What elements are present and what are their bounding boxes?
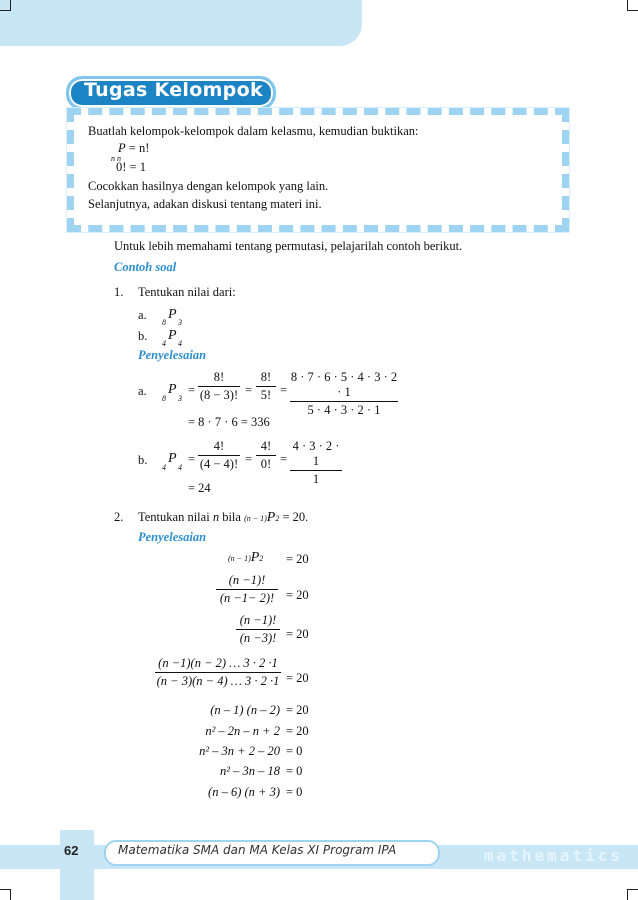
item-a-symbol: P <box>168 307 177 322</box>
step-8-rhs: = 0 <box>286 764 303 778</box>
top-decoration-band <box>0 0 362 46</box>
crop-mark-top-right <box>627 0 638 11</box>
question-2-symbol: P <box>266 510 276 525</box>
solution-a-fraction-2 <box>256 370 276 403</box>
fraction-numerator: 8! <box>213 370 225 384</box>
step-1-symbol: P <box>250 550 260 565</box>
question-2-number: 2. <box>114 510 124 524</box>
solution-a-eq3: = <box>280 383 288 397</box>
task-line-discuss: Selanjutnya, adakan diskusi tentang materi ini. <box>88 197 322 211</box>
task-formula-2: 0! = 1 <box>116 160 146 174</box>
step-9-lhs: (n – 6) (n + 3) <box>208 785 280 799</box>
fraction-denominator: 5 · 4 · 3 · 2 · 1 <box>307 403 381 417</box>
solution-a-fraction-3 <box>290 370 398 418</box>
solution-b-eq1: = <box>188 452 196 466</box>
step-2-rhs: = 20 <box>286 588 309 602</box>
solution-2-heading: Penyelesaian <box>138 530 207 544</box>
step-5-rhs: = 20 <box>286 703 309 717</box>
fraction-bar <box>216 589 278 590</box>
fraction-numerator: 8 · 7 · 6 · 5 · 4 · 3 · 2 · 1 <box>290 370 398 399</box>
solution-a-label: a. <box>138 384 147 398</box>
task-line-compare: Cocokkan hasilnya dengan kelompok yang lain. <box>88 179 329 193</box>
step-1-sub: (n − 1) <box>228 554 251 563</box>
step-6-rhs: = 20 <box>286 724 309 738</box>
item-a-label: a. <box>138 308 147 322</box>
solution-b-fraction-2 <box>256 439 276 472</box>
fraction-bar <box>290 470 342 471</box>
task-instruction: Buatlah kelompok-kelompok dalam kelasmu, kemudian buktikan: <box>88 124 419 138</box>
item-b-label: b. <box>138 329 148 343</box>
solution-b-result: = 24 <box>188 481 211 495</box>
fraction-denominator: (8 − 3)! <box>199 388 239 402</box>
formula-rhs: = n! <box>128 141 150 155</box>
fraction-bar <box>236 629 280 630</box>
fraction-denominator: 1 <box>312 472 320 486</box>
solution-1-heading: Penyelesaian <box>138 348 207 362</box>
crop-mark-bottom-right <box>627 889 638 900</box>
step-1-rhs: = 20 <box>286 552 309 566</box>
solution-a-eq2: = <box>245 383 253 397</box>
fraction-numerator: 4! <box>260 439 272 453</box>
step-3-fraction <box>236 613 280 646</box>
question-1-text: Tentukan nilai dari: <box>138 285 236 299</box>
page-number: 62 <box>64 843 79 858</box>
fraction-numerator: 4! <box>213 439 225 453</box>
fraction-denominator: (n −3)! <box>239 631 277 645</box>
solution-a-result: = 8 · 7 · 6 = 336 <box>188 415 270 429</box>
solution-a-fraction-1 <box>198 370 240 403</box>
step-8-lhs: n² – 3n – 18 <box>220 764 280 778</box>
fraction-denominator: 0! <box>260 457 272 471</box>
solution-a-post: 3 <box>178 394 182 403</box>
formula-symbol: P <box>118 141 126 155</box>
step-3-rhs: = 20 <box>286 627 309 641</box>
fraction-bar <box>290 401 398 402</box>
solution-b-fraction-3 <box>290 439 342 487</box>
fraction-bar <box>256 455 276 456</box>
step-1-sub2: 2 <box>259 554 264 563</box>
step-7-rhs: = 0 <box>286 744 303 758</box>
step-6-lhs: n² – 2n – n + 2 <box>205 724 280 738</box>
solution-a-symbol: P <box>168 382 177 397</box>
fraction-bar <box>256 386 276 387</box>
fraction-denominator: (n −1− 2)! <box>219 591 275 605</box>
question-2-text-bila: bila <box>222 510 241 524</box>
item-b-post: 4 <box>178 339 182 348</box>
fraction-bar <box>198 386 240 387</box>
intro-text: Untuk lebih memahami tentang permutasi, pelajarilah contoh berikut. <box>114 239 463 253</box>
fraction-denominator: (n − 3)(n − 4) … 3 · 2 ·1 <box>156 674 280 688</box>
variable-n: n <box>212 510 220 524</box>
step-2-fraction <box>216 573 278 606</box>
solution-b-fraction-1 <box>198 439 240 472</box>
fraction-denominator: (4 − 4)! <box>199 457 239 471</box>
item-a-pre: 8 <box>162 318 166 327</box>
fraction-numerator: (n −1)! <box>239 613 277 627</box>
solution-b-eq2: = <box>245 452 253 466</box>
question-1-number: 1. <box>114 285 124 299</box>
solution-b-post: 4 <box>178 463 182 472</box>
step-4-rhs: = 20 <box>286 671 309 685</box>
step-7-lhs: n² – 3n + 2 – 20 <box>199 744 280 758</box>
question-2-sub2: 2 <box>275 514 280 523</box>
step-1-lhs <box>228 550 263 566</box>
fraction-bar <box>198 455 240 456</box>
solution-a-pre: 8 <box>162 394 166 403</box>
item-a-post: 3 <box>178 318 182 327</box>
fraction-numerator: (n −1)(n − 2) … 3 · 2 ·1 <box>158 656 278 670</box>
section-title: Tugas Kelompok <box>84 79 263 101</box>
footer-page-tab <box>60 830 94 900</box>
example-heading: Contoh soal <box>114 260 177 274</box>
solution-b-eq3: = <box>280 452 288 466</box>
footer-watermark: mathematics <box>484 846 623 865</box>
solution-b-pre: 4 <box>162 463 166 472</box>
question-2-text <box>138 510 308 526</box>
fraction-numerator: (n −1)! <box>228 573 266 587</box>
solution-b-label: b. <box>138 453 148 467</box>
fraction-numerator: 4 · 3 · 2 · 1 <box>292 439 340 468</box>
solution-a-eq1: = <box>188 383 196 397</box>
step-9-rhs: = 0 <box>286 785 303 799</box>
question-2-sub: (n − 1) <box>244 514 267 523</box>
crop-mark-top-left <box>0 0 11 11</box>
step-4-fraction <box>155 656 281 689</box>
item-b-symbol: P <box>168 328 177 343</box>
item-b-pre: 4 <box>162 339 166 348</box>
formula-subscript: n n <box>111 154 121 163</box>
fraction-bar <box>155 672 281 673</box>
question-2-text-end: = 20. <box>282 510 309 524</box>
solution-b-symbol: P <box>168 451 177 466</box>
question-2-text-pre: Tentukan nilai <box>138 510 210 524</box>
task-formula-1 <box>118 141 149 156</box>
crop-mark-bottom-left <box>0 889 11 900</box>
fraction-numerator: 8! <box>260 370 272 384</box>
book-title: Matematika SMA dan MA Kelas XI Program IPA <box>118 843 397 857</box>
fraction-denominator: 5! <box>260 388 272 402</box>
step-5-lhs: (n – 1) (n – 2) <box>210 703 280 717</box>
